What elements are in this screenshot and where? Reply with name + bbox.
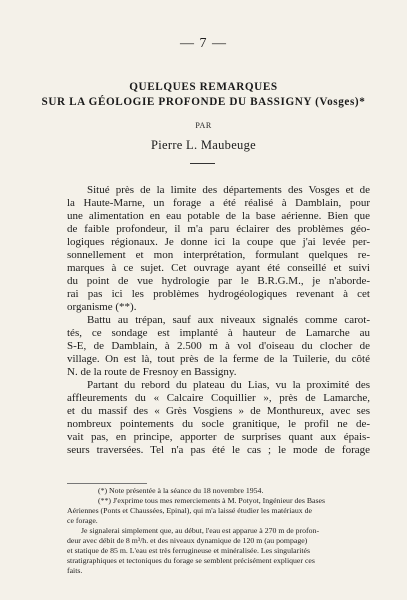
paragraph: [67, 184, 370, 314]
text-line: de faible profondeur, il m'a paru éclairer des problèmes géo-: [67, 223, 370, 235]
footnote-line: Aériennes (Ponts et Chaussées, Epinal), qui m'a laissé étudier les matériaux de: [67, 506, 312, 515]
text-line: affleurements du « Calcaire Coquillier », près de Lamarche,: [67, 392, 370, 404]
paragraph: [67, 314, 370, 379]
footnote-line: stratigraphiques et tectoniques du forage se semblent précisément expliquer ces: [67, 556, 315, 565]
text-line: seurs traversées. Tel n'a pas été le cas ; le mode de forage: [67, 444, 370, 456]
text-line: Situé près de la limite des départements des Vosges et de: [87, 184, 370, 196]
text-line: village. On est là, tout près de la ferme de la Tuilerie, du côté: [67, 353, 370, 365]
footnote-line: Je signalerai simplement que, au début, l'eau est apparue à 270 m de profon-: [81, 526, 320, 535]
footnote-line: faits.: [67, 566, 83, 575]
paragraph: [67, 379, 370, 457]
text-line: une alimentation en eau potable de la base aérienne. Bien que: [67, 210, 370, 222]
title-line-2: SUR LA GÉOLOGIE PROFONDE DU BASSIGNY (Vosges)*: [41, 96, 366, 108]
footnote-line: (**) J'exprime tous mes remerciements à M. Potyot, Ingénieur des Bases: [98, 496, 326, 505]
text-line: vait pas, en principe, apporter de surprises quant aux épais-: [67, 431, 370, 443]
text-line: S-E, de Damblain, à 2.500 m à vol d'oiseau du clocher de: [67, 340, 370, 352]
text-line: tés, ce sondage est implanté à hauteur de Lamarche au: [67, 327, 370, 339]
text-line: nombreux pointements du socle granitique, le profil ne de-: [67, 418, 370, 430]
text-line: Partant du rebord du plateau du Lias, vu la proximité des: [87, 379, 370, 391]
page-number: — 7 —: [180, 36, 227, 51]
text-line: marques à ce sujet. Cet ouvrage ayant été conseillé et suivi: [67, 262, 370, 274]
text-line: rai pas ici les problèmes hydrogéologiques revenant à cet: [67, 288, 370, 300]
text-line: Battu au trépan, sauf aux niveaux signalés comme carot-: [87, 314, 370, 326]
byline: PAR: [195, 121, 212, 130]
text-line: et du massif des « Grès Vosgiens » de Monthureux, avec ses: [67, 405, 370, 417]
title-line-1: QUELQUES REMARQUES: [129, 81, 278, 93]
footnote-line: ce forage.: [67, 516, 98, 525]
footnote-line: (*) Note présentée à la séance du 18 novembre 1954.: [98, 486, 264, 495]
footnote-line: deur avec débit de 8 m³/h. et des niveaux dynamique de 120 m (au pompage): [67, 536, 308, 545]
text-line: logiques régionaux. Je donne ici la coupe que j'ai levée per-: [67, 236, 370, 248]
footnote-rule: [67, 483, 147, 484]
text-line: du point de vue hydrologie par le B.R.G.M., je n'aborde-: [67, 275, 370, 287]
text-line: organisme (**).: [67, 301, 137, 313]
text-line: sonnellement et mon interprétation, formulant quelques re-: [67, 249, 370, 261]
title-rule: [190, 163, 215, 164]
footnote-line: et statique de 85 m. L'eau est très ferrugineuse et minéralisée. Les singularités: [67, 546, 311, 555]
author-name: Pierre L. Maubeuge: [150, 138, 256, 152]
text-line: N. de la route de Fresnoy en Bassigny.: [67, 366, 237, 378]
text-line: la Haute-Marne, un forage a été réalisé à Damblain, pour: [67, 197, 370, 209]
footnotes: [67, 486, 370, 576]
article-body: [67, 184, 370, 457]
